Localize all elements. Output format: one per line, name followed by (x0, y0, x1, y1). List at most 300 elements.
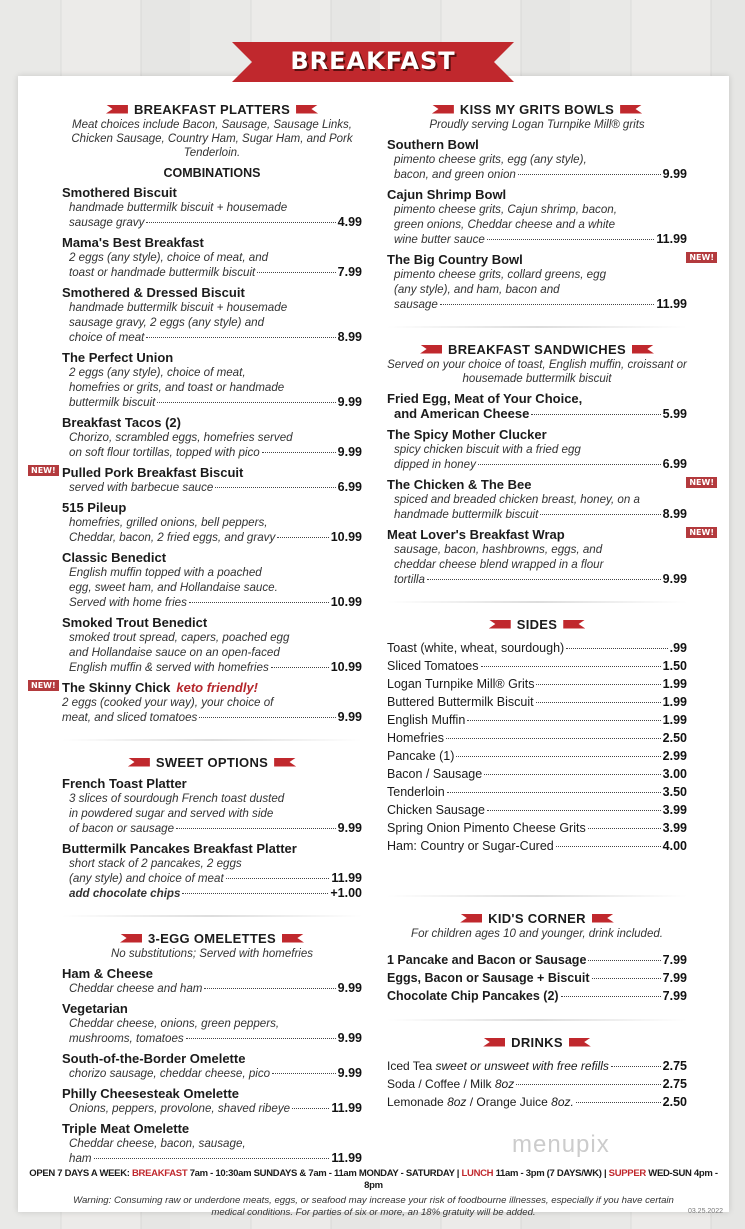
line-text: handmade buttermilk biscuit + housemade (69, 201, 288, 214)
section-header (62, 929, 362, 947)
item-name-text: Pulled Pork Breakfast Biscuit (62, 465, 244, 480)
item-description (62, 630, 362, 675)
description-line (69, 595, 362, 610)
dot-leader (272, 1073, 336, 1074)
new-badge: NEW! (686, 477, 717, 488)
dot-leader (536, 702, 661, 703)
line-text: sausage gravy, 2 eggs (any style) and (69, 316, 265, 329)
item-name (62, 966, 362, 981)
description-line (394, 232, 687, 247)
item-name-text: 515 Pileup (62, 500, 127, 515)
row-label-text: Tenderloin (387, 785, 445, 799)
dot-leader (94, 1158, 330, 1159)
section-subtitle: No substitutions; Served with homefries (111, 948, 313, 960)
line-text: pimento cheese grits, egg (any style), (394, 153, 587, 166)
item-name (62, 350, 362, 365)
right-column (387, 100, 714, 1111)
item-name-text: Southern Bowl (387, 137, 479, 152)
description-line (69, 445, 362, 460)
item-note: keto friendly! (176, 680, 258, 695)
line-text: pimento cheese grits, Cajun shrimp, bacon, (394, 203, 617, 216)
description-line (69, 1016, 362, 1031)
new-badge: NEW! (28, 465, 59, 476)
price: 2.50 (662, 731, 687, 745)
dot-leader (588, 960, 660, 961)
section-platters (31, 100, 362, 725)
price-row (387, 1075, 687, 1093)
section-title: 3-EGG OMELETTES (147, 930, 276, 946)
menu-item (62, 285, 362, 345)
section-header (387, 340, 687, 358)
item-name (387, 137, 687, 152)
line-text: choice of meat (69, 331, 145, 344)
description-line (69, 215, 362, 230)
price: 11.99 (331, 1101, 362, 1115)
ribbon-icon (569, 1038, 591, 1047)
price: 10.99 (330, 660, 362, 674)
price: 7.99 (337, 265, 362, 279)
item-name (387, 427, 687, 442)
item-name-text: The Skinny Chick (62, 680, 171, 695)
breakfast-label: BREAKFAST (131, 1168, 188, 1179)
dot-leader (226, 878, 330, 879)
price: 5.99 (662, 407, 687, 421)
description-line (394, 457, 687, 472)
price: 11.99 (656, 232, 687, 246)
price: 2.50 (662, 1095, 687, 1109)
item-description (62, 856, 362, 901)
item-description (62, 515, 362, 545)
revision-date: 03.25.2022 (687, 1208, 723, 1215)
dot-leader (484, 774, 660, 775)
price-row (387, 801, 687, 819)
item-name (62, 185, 362, 200)
hours-line: OPEN 7 DAYS A WEEK: BREAKFAST 7am - 10:30am SUNDAYS & 7am - 11am MONDAY - SATURDAY | LUNCH 11am - 3pm (7 DAYS/WK) | SUPPER WED-SUN 4pm - 8pm (29, 1168, 718, 1191)
line-text: English muffin & served with homefries (69, 661, 269, 674)
ribbon-icon (432, 105, 454, 114)
section-divider (387, 895, 687, 897)
item-name (62, 550, 362, 565)
item-description (62, 695, 362, 725)
row-label (387, 969, 590, 987)
section-header (387, 615, 687, 633)
dot-leader (481, 666, 661, 667)
dot-leader (292, 1108, 329, 1109)
price: 2.99 (662, 749, 687, 763)
description-line (69, 265, 362, 280)
row-label-text: Sliced Tomatoes (387, 659, 479, 673)
menu-item (62, 1086, 362, 1116)
price: 8.99 (662, 507, 687, 521)
section-subtitle: Served on your choice of toast, English muffin, croissant or housemade buttermilk biscuit (387, 359, 687, 385)
line-text: smoked trout spread, capers, poached egg (69, 631, 290, 644)
description-line (394, 542, 687, 557)
dot-leader (199, 717, 335, 718)
menu-item (387, 137, 687, 182)
new-badge: NEW! (686, 527, 717, 538)
ribbon-icon (128, 758, 150, 767)
line-text: bacon, and green onion (394, 168, 516, 181)
line-text: sausage (394, 298, 438, 311)
item-description (62, 1066, 362, 1081)
menu-item (387, 477, 714, 522)
description-line (69, 645, 362, 660)
item-name-text: The Perfect Union (62, 350, 174, 365)
menu-item (62, 1001, 362, 1046)
line-text: sausage, bacon, hashbrowns, eggs, and (394, 543, 603, 556)
dot-leader (146, 222, 335, 223)
item-name (62, 1001, 362, 1016)
row-label-text: Toast (white, wheat, sourdough) (387, 641, 565, 655)
line-text: served with barbecue sauce (69, 481, 214, 494)
dot-leader (262, 452, 336, 453)
left-column (31, 100, 362, 1166)
item-name-text: Breakfast Tacos (2) (62, 415, 181, 430)
price: 9.99 (337, 821, 362, 835)
row-label-text: Eggs, Bacon or Sausage + Biscuit (387, 971, 590, 985)
footer (18, 1168, 729, 1219)
price: 7.99 (662, 989, 687, 1003)
dot-leader (186, 1038, 336, 1039)
section-header (62, 100, 362, 118)
line-text: on soft flour tortillas, topped with pico (69, 446, 260, 459)
description-line (394, 507, 687, 522)
item-name-text: Meat Lover's Breakfast Wrap (387, 527, 565, 542)
description-line (394, 442, 687, 457)
item-name-text: Buttermilk Pancakes Breakfast Platter (62, 841, 297, 856)
item-description (62, 250, 362, 280)
row-label (387, 1057, 609, 1075)
price-row (387, 747, 687, 765)
dot-leader (478, 464, 661, 465)
price: .99 (669, 641, 687, 655)
price: 8.99 (337, 330, 362, 344)
item-name (387, 477, 687, 492)
line-text: 2 eggs (cooked your way), your choice of (62, 696, 274, 709)
item-description (62, 430, 362, 460)
item-name-line (387, 406, 687, 422)
description-line (69, 330, 362, 345)
section-sides (387, 615, 687, 855)
description-line (69, 365, 362, 380)
price: 1.99 (662, 713, 687, 727)
description-line (394, 492, 687, 507)
line-text: 3 slices of sourdough French toast dusted (69, 792, 285, 805)
line-text: spicy chicken biscuit with a fried egg (394, 443, 581, 456)
section-subheading: COMBINATIONS (163, 166, 261, 180)
row-label (387, 657, 479, 675)
dot-leader (611, 1066, 661, 1067)
item-name (62, 776, 362, 791)
item-description (387, 542, 687, 587)
menu-item (62, 235, 362, 280)
menu-item (31, 680, 362, 725)
menu-item (387, 527, 714, 587)
menu-item (62, 1121, 362, 1166)
line-text: and Hollandaise sauce on an open-faced (69, 646, 280, 659)
line-text: chorizo sausage, cheddar cheese, pico (69, 1067, 271, 1080)
description-line (69, 791, 362, 806)
item-name-text: Philly Cheesesteak Omelette (62, 1086, 240, 1101)
section-sandwiches (387, 340, 714, 587)
price: 9.99 (337, 981, 362, 995)
price-row (387, 1093, 687, 1111)
price-list (387, 1057, 687, 1111)
line-text: pimento cheese grits, collard greens, egg (394, 268, 607, 281)
page-title: BREAKFAST (290, 47, 456, 75)
line-text: handmade buttermilk biscuit (394, 508, 539, 521)
description-line (69, 1066, 362, 1081)
description-line (69, 565, 362, 580)
row-label (387, 801, 485, 819)
dot-leader (146, 337, 335, 338)
row-label-text: Iced Tea (387, 1059, 433, 1073)
menu-item (31, 465, 362, 495)
price: 9.99 (662, 167, 687, 181)
ribbon-icon (460, 914, 482, 923)
line-text: add chocolate chips (69, 887, 181, 900)
line-text: green onions, Cheddar cheese and a white (394, 218, 616, 231)
description-line (69, 580, 362, 595)
menu-item (62, 776, 362, 836)
section-grits (387, 100, 714, 312)
item-name-text: Classic Benedict (62, 550, 167, 565)
item-name (62, 285, 362, 300)
item-description (62, 365, 362, 410)
dot-leader (487, 810, 661, 811)
price-row (387, 657, 687, 675)
item-description (387, 202, 687, 247)
section-sweet (62, 753, 362, 901)
dot-leader (516, 1084, 660, 1085)
dot-leader (176, 828, 336, 829)
row-label-text: Logan Turnpike Mill® Grits (387, 677, 535, 691)
dot-leader (427, 579, 661, 580)
dot-leader (588, 828, 661, 829)
line-text: dipped in honey (394, 458, 476, 471)
line-text: homefries, grilled onions, bell peppers, (69, 516, 268, 529)
description-line (394, 267, 687, 282)
item-description (62, 981, 362, 996)
breakfast-hours: 7am - 10:30am SUNDAYS & 7am - 11am MONDAY - SATURDAY (189, 1168, 455, 1179)
line-text: Cheddar cheese, bacon, sausage, (69, 1137, 246, 1150)
ribbon-icon (632, 345, 654, 354)
row-label (387, 765, 482, 783)
price: 1.99 (662, 677, 687, 691)
dot-leader (440, 304, 655, 305)
row-label (387, 837, 554, 855)
row-label (387, 1093, 574, 1111)
ribbon-icon (282, 934, 304, 943)
section-header (387, 100, 687, 118)
dot-leader (592, 978, 661, 979)
price: 7.99 (662, 953, 687, 967)
menu-item (62, 415, 362, 460)
price-row (387, 951, 687, 969)
row-label-text: Pancake (1) (387, 749, 455, 763)
new-badge: NEW! (686, 252, 717, 263)
line-text: buttermilk biscuit (69, 396, 156, 409)
row-label (387, 783, 445, 801)
section-title: SWEET OPTIONS (155, 754, 269, 770)
price: 1.99 (662, 695, 687, 709)
item-name-text: Cajun Shrimp Bowl (387, 187, 507, 202)
section-title: SIDES (516, 616, 558, 632)
section-title: BREAKFAST PLATTERS (133, 101, 291, 117)
item-name-text: Mama's Best Breakfast (62, 235, 204, 250)
item-description (62, 791, 362, 836)
line-text: short stack of 2 pancakes, 2 eggs (69, 857, 242, 870)
price: 11.99 (656, 297, 687, 311)
description-line (69, 250, 362, 265)
item-name-text: French Toast Platter (62, 776, 187, 791)
price-row (387, 729, 687, 747)
ribbon-icon (563, 620, 585, 629)
price: 2.75 (662, 1059, 687, 1073)
row-label (387, 711, 465, 729)
price-row (387, 711, 687, 729)
section-kids (387, 909, 687, 1005)
ribbon-icon (120, 934, 142, 943)
description-line (394, 297, 687, 312)
row-label-text: Spring Onion Pimento Cheese Grits (387, 821, 586, 835)
row-label-text: Ham: Country or Sugar-Cured (387, 839, 554, 853)
dot-leader (531, 414, 660, 415)
description-line (69, 200, 362, 215)
line-text: tortilla (394, 573, 425, 586)
line-text: Cheddar, bacon, 2 fried eggs, and gravy (69, 531, 276, 544)
line-text: of bacon or sausage (69, 822, 175, 835)
item-name (62, 1086, 362, 1101)
price-row (387, 783, 687, 801)
menu-item (387, 252, 714, 312)
description-line (69, 1136, 362, 1151)
row-label-text: Soda / Coffee / Milk (387, 1077, 492, 1091)
row-label (387, 693, 534, 711)
item-name (387, 187, 687, 202)
menu-item (62, 500, 362, 545)
section-subtitle: Meat choices include Bacon, Sausage, Sausage Links, Chicken Sausage, Country Ham, Sugar Ham, and Pork Tenderloin. (71, 119, 353, 159)
row-label-text: / Orange Juice (466, 1095, 548, 1109)
dot-leader (189, 602, 329, 603)
price: 4.99 (337, 215, 362, 229)
line-text: sausage gravy (69, 216, 145, 229)
description-line (69, 480, 362, 495)
line-text: mushrooms, tomatoes (69, 1032, 184, 1045)
description-line (69, 315, 362, 330)
watermark: menupix (512, 1131, 610, 1158)
line-text: English muffin topped with a poached (69, 566, 262, 579)
line-text: Served with home fries (69, 596, 187, 609)
description-line (69, 871, 362, 886)
item-name-text: Vegetarian (62, 1001, 128, 1016)
dot-leader (556, 846, 661, 847)
item-description (62, 1101, 362, 1116)
item-name (387, 252, 687, 267)
new-badge: NEW! (28, 680, 59, 691)
line-text: egg, sweet ham, and Hollandaise sauce. (69, 581, 278, 594)
lunch-label: LUNCH (461, 1168, 494, 1179)
price: +1.00 (330, 886, 362, 900)
ribbon-icon (489, 620, 511, 629)
price-list (387, 951, 687, 1005)
description-line (69, 1101, 362, 1116)
item-name (62, 465, 362, 480)
open-label: OPEN 7 DAYS A WEEK: (29, 1168, 130, 1179)
menu-item (387, 391, 687, 422)
price: 9.99 (337, 445, 362, 459)
item-name (387, 527, 687, 542)
dot-leader (566, 648, 667, 649)
item-name-text: The Chicken & The Bee (387, 477, 532, 492)
item-description (387, 267, 687, 312)
description-line (69, 630, 362, 645)
dot-leader (576, 1102, 661, 1103)
price-row (387, 1057, 687, 1075)
dot-leader (561, 996, 661, 997)
description-line (69, 515, 362, 530)
item-name-text: The Spicy Mother Clucker (387, 427, 547, 442)
line-text: Cheddar cheese, onions, green peppers, (69, 1017, 280, 1030)
item-name (62, 680, 362, 695)
item-description (62, 480, 362, 495)
dot-leader (456, 756, 660, 757)
price-row (387, 675, 687, 693)
dot-leader (271, 667, 329, 668)
dot-leader (215, 487, 335, 488)
lunch-hours: 11am - 3pm (7 DAYS/WK) (495, 1168, 602, 1179)
item-name-text: Fried Egg, Meat of Your Choice, (387, 391, 583, 406)
price: 9.99 (337, 1031, 362, 1045)
description-line (69, 806, 362, 821)
line-text: (any style) and choice of meat (69, 872, 224, 885)
item-name (62, 615, 362, 630)
description-line (394, 557, 687, 572)
row-label-text: Chicken Sausage (387, 803, 485, 817)
ribbon-icon (296, 105, 318, 114)
dot-leader (277, 537, 328, 538)
line-text: Chorizo, scrambled eggs, homefries served (69, 431, 293, 444)
description-line (62, 695, 362, 710)
line-text: toast or handmade buttermilk biscuit (69, 266, 256, 279)
item-description (387, 442, 687, 472)
dot-leader (157, 402, 335, 403)
menu-item (62, 550, 362, 610)
price-row (387, 693, 687, 711)
warning-text: Warning: Consuming raw or underdone meats, eggs, or seafood may increase your risk of foodbourne illnesses, especially if you have certain medical conditions. For parties of six or more, an 18% gratuity will be added. (73, 1195, 674, 1218)
section-divider (62, 915, 362, 917)
row-label (387, 987, 559, 1005)
item-name-text: The Big Country Bowl (387, 252, 523, 267)
row-label-text: English Muffin (387, 713, 466, 727)
line-text: Cheddar cheese and ham (69, 982, 203, 995)
row-note: 8oz (447, 1095, 467, 1109)
price: 3.99 (662, 803, 687, 817)
row-label (387, 819, 586, 837)
price: 6.99 (337, 480, 362, 494)
item-name (62, 841, 362, 856)
row-label (387, 951, 586, 969)
dot-leader (257, 272, 335, 273)
item-name (62, 1121, 362, 1136)
item-description (62, 1016, 362, 1046)
section-header (387, 909, 687, 927)
line-text: and American Cheese (394, 406, 530, 421)
description-line (69, 1151, 362, 1166)
description-line (69, 395, 362, 410)
row-label (387, 1075, 514, 1093)
line-text: 2 eggs (any style), choice of meat, (69, 366, 246, 379)
